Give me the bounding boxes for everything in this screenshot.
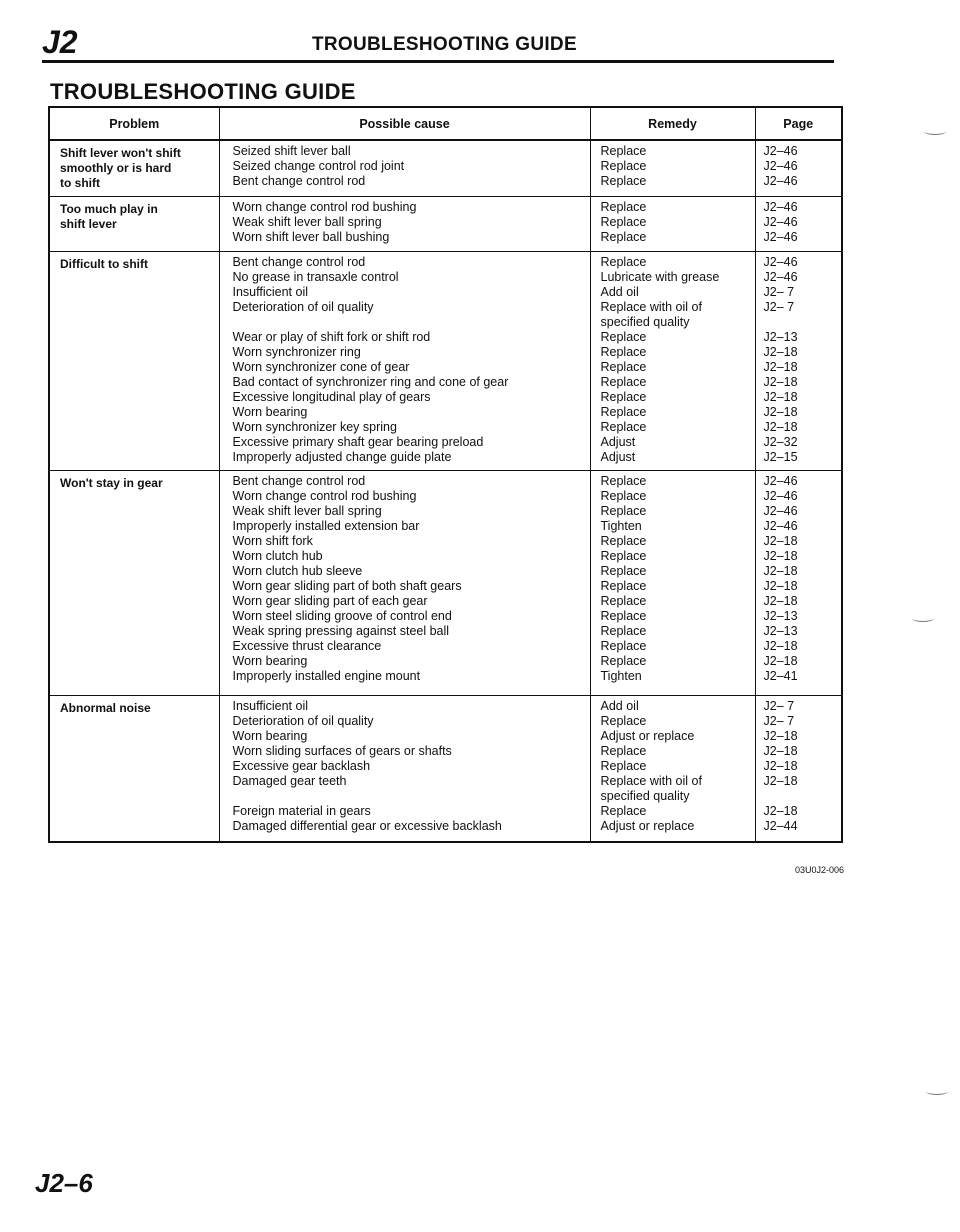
table-body — [49, 140, 842, 842]
problem-text: Abnormal noise — [60, 700, 151, 715]
remedy-text: Replace — [600, 758, 647, 773]
remedy-text: Replace — [600, 359, 647, 374]
remedy-text: Replace — [600, 374, 647, 389]
page-list — [756, 252, 842, 465]
page-ref: J2–46 — [763, 159, 798, 173]
page-ref: J2–44 — [763, 818, 798, 833]
problem-cell — [49, 470, 219, 695]
page-ref: J2–18 — [763, 593, 798, 608]
remedy-list — [591, 696, 755, 834]
cause-text: Worn sliding surfaces of gears or shafts — [232, 743, 452, 758]
remedy-text: Replace — [600, 623, 647, 638]
remedy-text: specified quality — [600, 788, 690, 803]
page-list-cell — [755, 251, 842, 470]
remedy-text: Replace — [600, 638, 647, 653]
remedy-text: Replace — [600, 229, 647, 244]
cause-text: Damaged differential gear or excessive backlash — [232, 818, 502, 833]
page-list — [756, 696, 842, 834]
page-ref: J2–46 — [763, 214, 798, 229]
cause-text: Foreign material in gears — [232, 803, 371, 818]
page-ref: J2–18 — [763, 758, 798, 773]
page-ref: J2–18 — [763, 578, 798, 593]
problem-cell — [49, 196, 219, 251]
problem-text: to shift — [60, 176, 100, 190]
cause-text — [220, 315, 590, 330]
cause-list — [220, 141, 590, 189]
page-ref — [756, 315, 842, 330]
cause-text: Worn change control rod bushing — [232, 199, 417, 214]
cause-text: Deterioration of oil quality — [232, 299, 374, 314]
remedy-text: Adjust or replace — [600, 728, 695, 743]
page-ref: J2–18 — [763, 389, 798, 404]
page-heading: TROUBLESHOOTING GUIDE — [50, 79, 356, 104]
page-ref: J2–18 — [763, 773, 798, 788]
column-header-possible-cause: Possible cause — [219, 107, 590, 140]
cause-text: Excessive gear backlash — [232, 758, 371, 773]
remedy-text: Replace — [600, 344, 647, 359]
remedy-text: Replace — [600, 329, 647, 344]
cause-text: Improperly adjusted change guide plate — [232, 449, 452, 464]
remedy-text: Lubricate with grease — [600, 269, 720, 284]
page-ref: J2– 7 — [763, 698, 795, 713]
page-ref: J2–18 — [763, 404, 798, 419]
problem-text: Shift lever won't shift — [60, 146, 181, 160]
remedy-text: Replace — [600, 548, 647, 563]
cause-text: Worn gear sliding part of both shaft gears — [232, 578, 462, 593]
page-ref: J2–18 — [763, 743, 798, 758]
cause-text: Weak spring pressing against steel ball — [232, 623, 450, 638]
page-ref: J2–18 — [763, 344, 798, 359]
cause-list — [220, 471, 590, 684]
table-row — [49, 140, 842, 196]
cause-text — [220, 789, 590, 804]
cause-text: Worn shift lever ball bushing — [232, 229, 390, 244]
remedy-text: Replace — [600, 419, 647, 434]
cause-list-cell — [219, 196, 590, 251]
cause-list — [220, 696, 590, 834]
page-ref: J2–18 — [763, 638, 798, 653]
cause-list — [220, 197, 590, 245]
cause-text: Weak shift lever ball spring — [232, 214, 382, 229]
remedy-text: Replace — [600, 803, 647, 818]
header-rule — [42, 60, 834, 63]
page-ref: J2–18 — [763, 419, 798, 434]
page-ref: J2–46 — [763, 503, 798, 518]
column-header-problem: Problem — [49, 107, 219, 140]
cause-text: Insufficient oil — [232, 284, 309, 299]
page-ref: J2–46 — [763, 174, 798, 188]
page-ref: J2–46 — [763, 229, 798, 244]
remedy-list — [591, 471, 755, 684]
page-list-cell — [755, 695, 842, 842]
page-ref: J2–15 — [763, 449, 798, 464]
remedy-list — [591, 252, 755, 465]
remedy-text: Replace with oil of — [600, 299, 702, 314]
page-ref: J2–13 — [763, 608, 798, 623]
problem-text: Difficult to shift — [60, 256, 148, 271]
remedy-list-cell — [590, 196, 755, 251]
page-ref: J2–46 — [763, 254, 798, 269]
cause-text: Deterioration of oil quality — [232, 713, 374, 728]
cause-text: Bent change control rod — [232, 473, 366, 488]
column-header-page: Page — [755, 107, 842, 140]
cause-text: Bad contact of synchronizer ring and cone of gear — [232, 374, 509, 389]
remedy-text: Replace — [600, 533, 647, 548]
cause-text: Wear or play of shift fork or shift rod — [232, 329, 431, 344]
page-ref: J2–13 — [763, 623, 798, 638]
page-ref — [756, 789, 842, 804]
margin-mark — [912, 615, 934, 622]
remedy-text: Replace — [600, 199, 647, 214]
remedy-list-cell — [590, 695, 755, 842]
cause-list-cell — [219, 470, 590, 695]
remedy-list-cell — [590, 470, 755, 695]
problem-cell — [49, 140, 219, 196]
page-ref: J2–18 — [763, 533, 798, 548]
problem-text: Won't stay in gear — [60, 475, 163, 490]
page-ref: J2–46 — [763, 473, 798, 488]
remedy-text: Replace — [600, 653, 647, 668]
remedy-text: Replace — [600, 608, 647, 623]
cause-text: Excessive primary shaft gear bearing preload — [232, 434, 484, 449]
remedy-text: Replace — [600, 593, 647, 608]
margin-mark — [924, 128, 946, 135]
cause-text: Worn clutch hub — [232, 548, 323, 563]
remedy-text: Adjust or replace — [600, 818, 695, 833]
remedy-text: Replace — [600, 214, 647, 229]
remedy-list — [591, 141, 755, 189]
column-header-remedy: Remedy — [590, 107, 755, 140]
remedy-text: Replace — [600, 144, 647, 158]
remedy-text: Replace — [600, 404, 647, 419]
cause-text: Worn bearing — [232, 404, 308, 419]
page-ref: J2–41 — [763, 668, 798, 683]
cause-text: Seized change control rod joint — [232, 159, 405, 173]
remedy-text: Replace — [600, 488, 647, 503]
cause-text: No grease in transaxle control — [232, 269, 399, 284]
remedy-text: Adjust — [600, 434, 636, 449]
page-ref: J2–32 — [763, 434, 798, 449]
cause-text: Improperly installed engine mount — [232, 668, 421, 683]
remedy-text: Tighten — [600, 668, 642, 683]
problem-text: shift lever — [60, 216, 117, 231]
remedy-text: Adjust — [600, 449, 636, 464]
header-title: TROUBLESHOOTING GUIDE — [312, 34, 577, 55]
cause-text: Excessive longitudinal play of gears — [232, 389, 431, 404]
table-row — [49, 695, 842, 842]
page-list-cell — [755, 470, 842, 695]
page-ref: J2–18 — [763, 374, 798, 389]
troubleshooting-table — [48, 106, 843, 843]
cause-text: Worn steel sliding groove of control end — [232, 608, 452, 623]
page-list-cell — [755, 140, 842, 196]
cause-text: Worn synchronizer ring — [232, 344, 361, 359]
page-list — [756, 471, 842, 684]
cause-text: Excessive thrust clearance — [232, 638, 382, 653]
problem-text: smoothly or is hard — [60, 161, 172, 175]
remedy-list-cell — [590, 140, 755, 196]
remedy-list — [591, 197, 755, 245]
page-ref: J2–46 — [763, 518, 798, 533]
cause-text: Worn gear sliding part of each gear — [232, 593, 428, 608]
page-ref: J2– 7 — [763, 713, 795, 728]
remedy-text: Replace — [600, 174, 647, 188]
section-code: J2 — [42, 24, 78, 60]
remedy-text: Replace — [600, 159, 647, 173]
page-list — [756, 141, 842, 189]
remedy-text: Replace — [600, 254, 647, 269]
page-number: J2–6 — [35, 1168, 93, 1198]
remedy-text: Replace — [600, 578, 647, 593]
page-ref: J2–18 — [763, 653, 798, 668]
cause-list-cell — [219, 695, 590, 842]
cause-text: Worn shift fork — [232, 533, 313, 548]
remedy-text: Tighten — [600, 518, 642, 533]
table-header-row — [49, 107, 842, 140]
page-ref: J2–13 — [763, 329, 798, 344]
problem-cell — [49, 695, 219, 842]
problem-cell — [49, 251, 219, 470]
page-ref: J2– 7 — [763, 299, 795, 314]
page-ref: J2–46 — [763, 199, 798, 214]
page-list — [756, 197, 842, 245]
remedy-text: Replace — [600, 743, 647, 758]
remedy-text: Replace — [600, 473, 647, 488]
page-ref: J2–18 — [763, 548, 798, 563]
page-ref: J2–46 — [763, 144, 798, 158]
figure-code: 03U0J2-006 — [795, 865, 845, 875]
remedy-text: Add oil — [600, 284, 639, 299]
cause-text: Damaged gear teeth — [232, 773, 347, 788]
cause-list-cell — [219, 251, 590, 470]
cause-text: Worn synchronizer key spring — [232, 419, 397, 434]
page-list-cell — [755, 196, 842, 251]
cause-text: Insufficient oil — [232, 698, 309, 713]
cause-text: Worn bearing — [232, 728, 308, 743]
cause-text: Improperly installed extension bar — [232, 518, 420, 533]
remedy-text: Replace — [600, 389, 647, 404]
table-row — [49, 196, 842, 251]
page-ref: J2–18 — [763, 803, 798, 818]
remedy-list-cell — [590, 251, 755, 470]
remedy-text: Replace — [600, 503, 647, 518]
cause-list-cell — [219, 140, 590, 196]
page-ref: J2– 7 — [763, 284, 795, 299]
remedy-text: Replace — [600, 713, 647, 728]
remedy-text: Add oil — [600, 698, 639, 713]
cause-text: Worn synchronizer cone of gear — [232, 359, 410, 374]
cause-text: Worn change control rod bushing — [232, 488, 417, 503]
remedy-text: specified quality — [600, 314, 690, 329]
cause-list — [220, 252, 590, 465]
cause-text: Weak shift lever ball spring — [232, 503, 382, 518]
cause-text: Bent change control rod — [232, 254, 366, 269]
page-ref: J2–18 — [763, 563, 798, 578]
cause-text: Worn bearing — [232, 653, 308, 668]
problem-text: Too much play in — [60, 201, 158, 216]
page-ref: J2–46 — [763, 269, 798, 284]
margin-mark — [926, 1088, 948, 1095]
cause-text: Bent change control rod — [232, 174, 366, 188]
table-row — [49, 251, 842, 470]
remedy-text: Replace — [600, 563, 647, 578]
page-ref: J2–46 — [763, 488, 798, 503]
cause-text: Worn clutch hub sleeve — [232, 563, 363, 578]
page-header — [0, 0, 960, 70]
page-ref: J2–18 — [763, 359, 798, 374]
table-row — [49, 470, 842, 695]
remedy-text: Replace with oil of — [600, 773, 702, 788]
cause-text: Seized shift lever ball — [232, 144, 351, 158]
page-ref: J2–18 — [763, 728, 798, 743]
